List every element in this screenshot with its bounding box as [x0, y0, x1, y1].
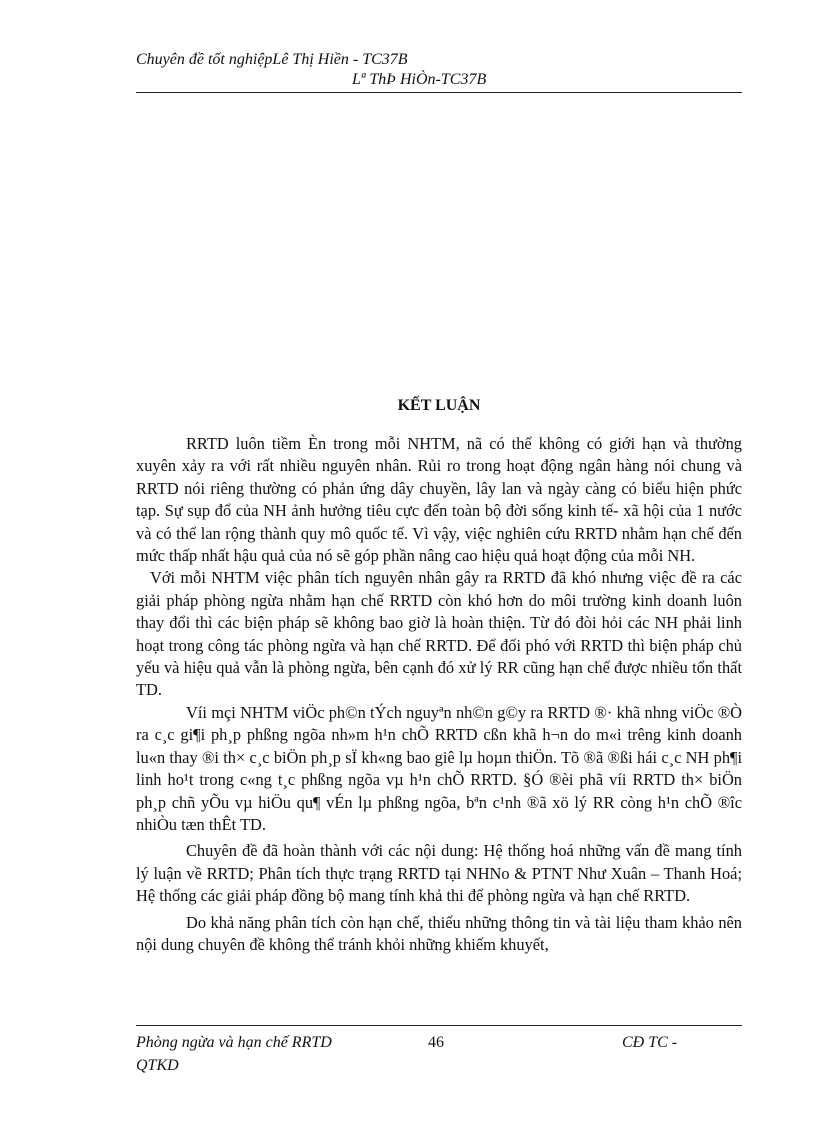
footer-course: CĐ TC - — [622, 1034, 678, 1051]
header-title: Chuyên đề tốt nghiệpLê Thị Hiền - TC37B — [136, 51, 408, 68]
page-title: KẾT LUẬN — [397, 397, 481, 414]
paragraph-4: Chuyên đề đã hoàn thành với các nội dung: Hệ thống hoá những vấn đề mang tính lý luận về RRTD; Phân tích thực trạng RRTD tại NHNo & PTNT Như Xuân – Thanh Hoá; Hệ thống các giải pháp đồng bộ mang tính khả thi để phòng ngừa và hạn chế RRTD. — [136, 841, 742, 906]
footer-row — [136, 1034, 742, 1056]
page-header — [136, 50, 742, 93]
document-body — [136, 433, 742, 956]
header-author-legacy: Lª ThÞ HiÒn-TC37B — [352, 71, 487, 88]
page-number: 46 — [428, 1034, 444, 1051]
header-divider — [136, 92, 742, 93]
footer-course-suffix: QTKD — [136, 1057, 179, 1074]
paragraph-3-legacy-encoding: Víi mçi NHTM viÖc ph©n tÝch nguyªn nh©n g©y ra RRTD ®· khã nhng viÖc ®Ò ra c¸c gi¶i ph¸p phßng ngõa nh»m h¹n chÕ RRTD cßn khã h¬n do m«i trêng kinh doanh lu«n thay ®i th× c¸c biÖn ph¸p sÏ kh«ng bao giê lµ hoµn thiÖn. Tõ ®ã ®ßi hái c¸c NH ph¶i linh ho¹t trong c«ng t¸c phßng ngõa vµ h¹n chÕ RRTD. §Ó ®èi phã víi RRTD th× biÖn ph¸p chñ yÕu vµ hiÖu qu¶ vÉn lµ phßng ngõa, bªn c¹nh ®ã xö lý RR còng h¹n chÕ ®îc nhiÒu tæn thÊt TD. — [136, 702, 742, 834]
page-footer — [136, 1025, 742, 1076]
footer-topic: Phòng ngừa và hạn chế RRTD — [136, 1034, 332, 1051]
paragraph-1: RRTD luôn tiềm Èn trong mỗi NHTM, nã có thể không có giới hạn và thường xuyên xảy ra với rất nhiều nguyên nhân. Rủi ro trong hoạt động ngân hàng nói chung và RRTD nói riêng thường có phản ứng dây chuyền, lây lan và ngày càng có biểu hiện phức tạp. Sự sụp đổ của NH ảnh hưởng tiêu cực đến toàn bộ đời sống kinh tế- xã hội của 1 nước và có thể lan rộng thành quy mô quốc tế. Vì vậy, việc nghiên cứu RRTD nhằm hạn chế đến mức thấp nhất hậu quả của nó sẽ góp phần nâng cao hiệu quả hoạt động của mỗi NH. — [136, 434, 742, 566]
footer-divider — [136, 1025, 742, 1026]
paragraph-2: Với mỗi NHTM việc phân tích nguyên nhân gây ra RRTD đã khó nhưng việc đề ra các giải pháp phòng ngừa nhằm hạn chế RRTD còn khó hơn do môi trường kinh doanh luôn thay đổi thì các biện pháp sẽ không bao giờ là hoàn thiện. Từ đó đòi hỏi các NH phải linh hoạt trong công tác phòng ngừa và hạn chế RRTD. Để đối phó với RRTD thì biện pháp chủ yếu và hiệu quả vẫn là phòng ngừa, bên cạnh đó xử lý RR cũng hạn chế được nhiều tổn thất TD. — [136, 568, 742, 700]
paragraph-5: Do khả năng phân tích còn hạn chế, thiếu những thông tin và tài liệu tham khảo nên nội dung chuyên đề không thể tránh khỏi những khiếm khuyết, — [136, 912, 742, 954]
